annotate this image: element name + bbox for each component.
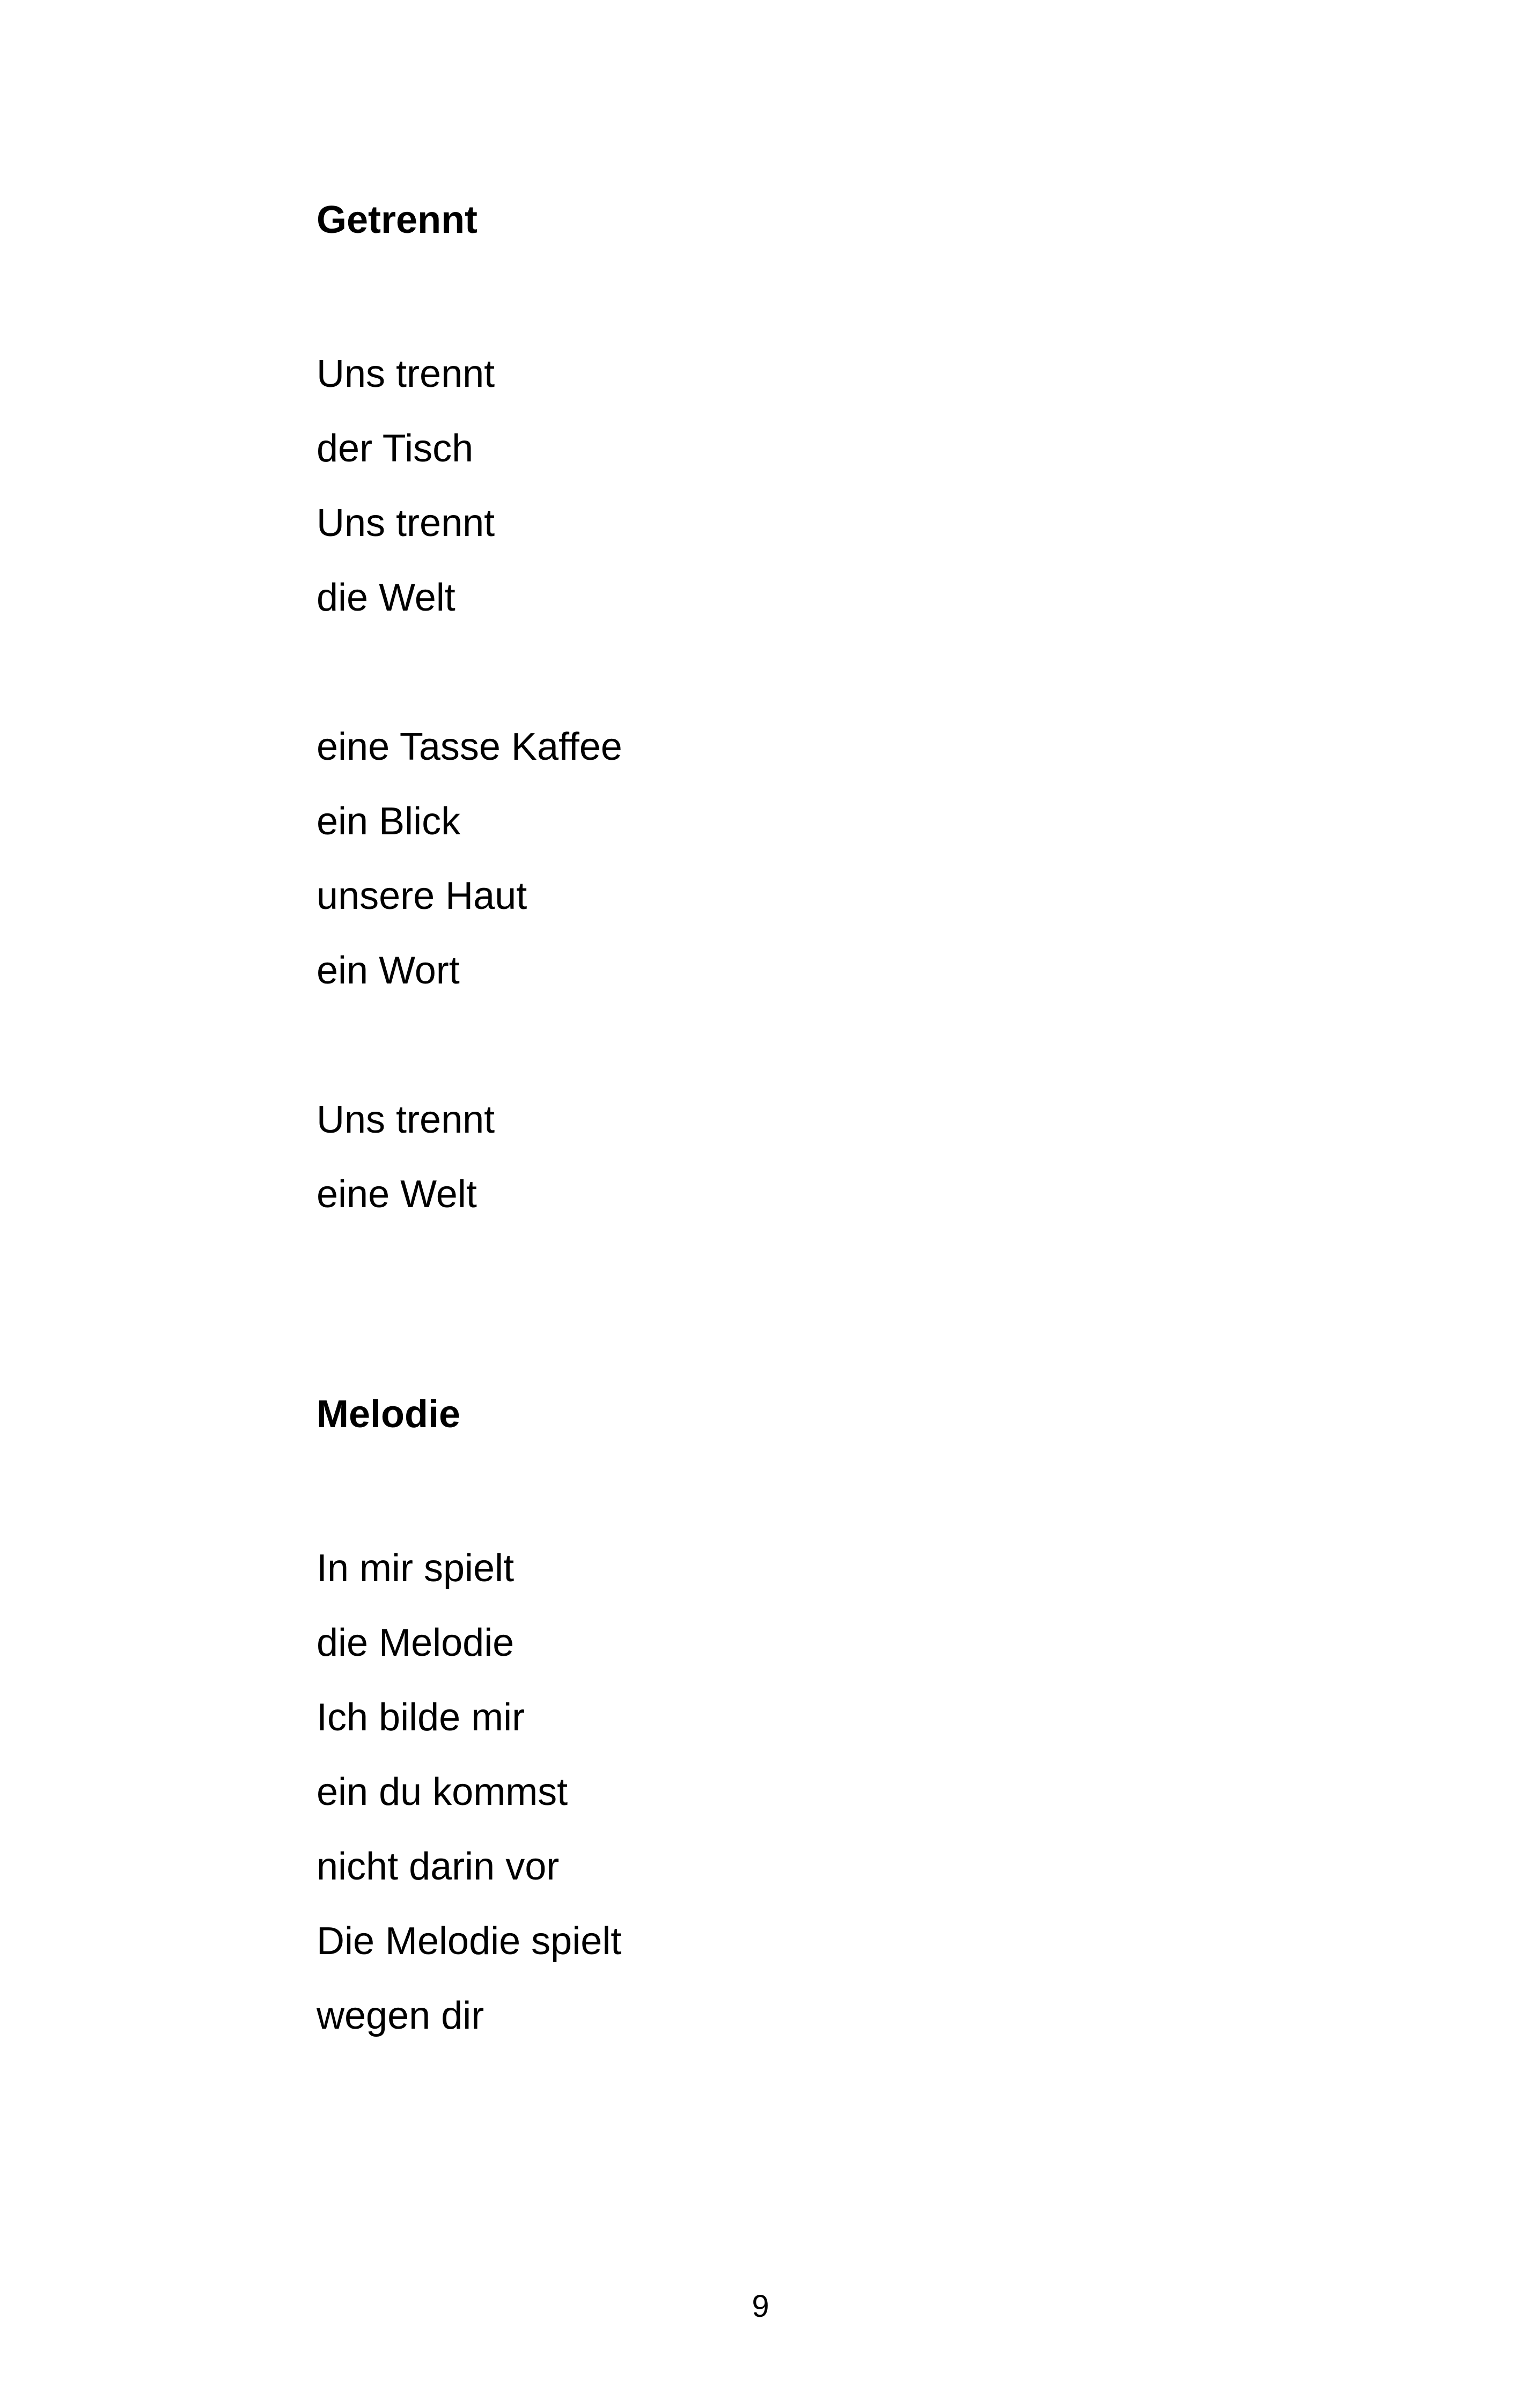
verse-line: Uns trennt — [317, 353, 495, 395]
verse-line: die Melodie — [317, 1621, 515, 1664]
stanza — [317, 710, 1282, 1008]
verse-line: Uns trennt — [317, 1098, 495, 1141]
page-number: 9 — [752, 2289, 769, 2324]
verse-line: eine Welt — [317, 1173, 477, 1216]
poem-title: Melodie — [317, 1393, 461, 1436]
stanza — [317, 337, 1282, 635]
stanza — [317, 1083, 1282, 1232]
verse-line: ein Blick — [317, 800, 461, 843]
verse-line: ein Wort — [317, 949, 460, 992]
verse-line: die Welt — [317, 576, 455, 619]
poem-title: Getrennt — [317, 199, 478, 241]
stanza — [317, 1531, 1282, 2053]
verse-line: eine Tasse Kaffee — [317, 725, 622, 768]
verse-line: nicht darin vor — [317, 1845, 560, 1888]
verse-line: Ich bilde mir — [317, 1696, 525, 1739]
verse-line: wegen dir — [317, 1994, 484, 2037]
poem-getrennt — [317, 188, 1282, 1232]
verse-line: Die Melodie spielt — [317, 1920, 622, 1963]
verse-line: ein du kommst — [317, 1771, 568, 1814]
poem-melodie — [317, 1382, 1282, 2053]
verse-line: Uns trennt — [317, 502, 495, 545]
verse-line: In mir spielt — [317, 1547, 515, 1590]
verse-line: unsere Haut — [317, 875, 527, 917]
verse-line: der Tisch — [317, 427, 474, 470]
